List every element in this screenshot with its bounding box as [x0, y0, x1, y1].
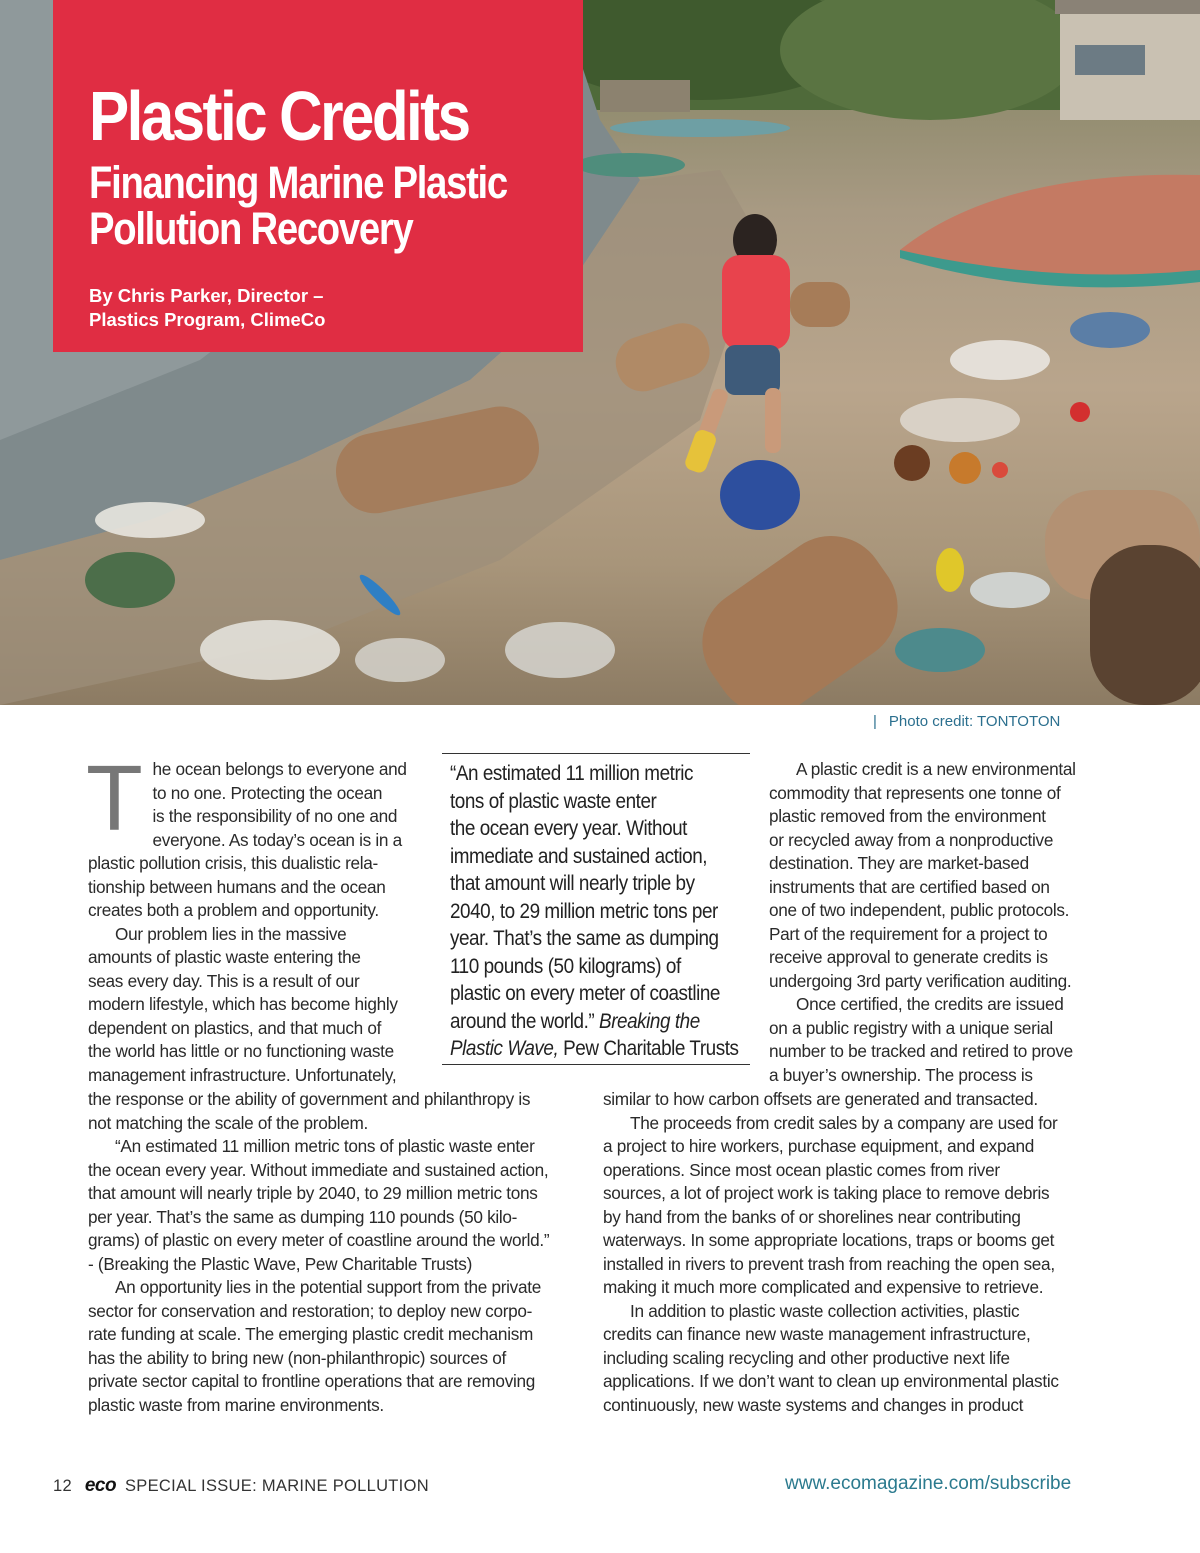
text-line: - (Breaking the Plastic Wave, Pew Charitable Trusts) — [88, 1253, 472, 1274]
text-line: An opportunity lies in the potential support from the private — [115, 1277, 541, 1297]
text-line: grams) of plastic on every meter of coastline around the world.” — [88, 1230, 550, 1250]
text-line: plastic waste from marine environments. — [88, 1394, 384, 1415]
text-line: per year. That’s the same as dumping 110 pounds (50 kilo- — [88, 1206, 518, 1227]
column-1-upper — [86, 746, 428, 1087]
text-line: or recycled away from a nonproductive — [769, 829, 1054, 850]
drop-cap: T — [86, 746, 143, 850]
pull-quote — [442, 753, 750, 1065]
text-line: that amount will nearly triple by 2040, to 29 million metric tons — [88, 1183, 538, 1203]
column-3-upper — [769, 758, 1109, 1087]
text-line: Part of the requirement for a project to — [769, 923, 1048, 944]
issue-label: SPECIAL ISSUE: MARINE POLLUTION — [124, 1477, 429, 1495]
text-line: plastic pollution crisis, this dualistic rela- — [88, 853, 378, 873]
text-line: applications. If we don’t want to clean up environmental plastic — [603, 1371, 1059, 1391]
text-line: rate funding at scale. The emerging plastic credit mechanism — [88, 1324, 534, 1344]
text-line: In addition to plastic waste collection activities, plastic — [630, 1300, 1020, 1321]
text-line: a project to hire workers, purchase equipment, and expand — [603, 1136, 1034, 1156]
paragraph-intro — [86, 746, 428, 923]
text-line: “An estimated 11 million metric tons of plastic waste enter — [115, 1136, 535, 1156]
paragraph-opportunity — [88, 1276, 588, 1417]
quote-source-title: Breaking the — [599, 1009, 700, 1033]
text-line: installed in rivers to prevent trash from reaching the open sea, — [603, 1253, 1055, 1274]
text-line: sector for conservation and restoration; to deploy new corpo- — [88, 1300, 533, 1321]
paragraph-definition — [769, 758, 1109, 993]
paragraph-certified — [769, 993, 1109, 1087]
text-line: plastic removed from the environment — [769, 806, 1046, 826]
quote-source: Pew Charitable Trusts — [563, 1037, 739, 1060]
quote-line: the ocean every year. Without — [450, 817, 687, 840]
eco-logo: eco — [84, 1475, 117, 1496]
quote-source-title: Plastic Wave, — [450, 1037, 559, 1060]
text-line: instruments that are certified based on — [769, 876, 1050, 897]
text-line: the ocean every year. Without immediate and sustained action, — [88, 1159, 549, 1180]
pull-quote-text — [450, 760, 752, 1063]
credit-separator: | — [873, 713, 877, 730]
text-line: everyone. As today’s ocean is in a — [152, 829, 402, 850]
paragraph-proceeds — [603, 1112, 1103, 1300]
text-line: amounts of plastic waste entering the — [88, 947, 361, 967]
text-line: Once certified, the credits are issued — [796, 994, 1064, 1014]
text-line: on a public registry with a unique serial — [769, 1017, 1053, 1038]
paragraph-problem — [88, 923, 428, 1088]
quote-line: around the world.” — [450, 1009, 595, 1033]
text-line: has the ability to bring new (non-philanthropic) sources of — [88, 1347, 506, 1368]
text-line: one of two independent, public protocols. — [769, 900, 1070, 920]
quote-line: plastic on every meter of coastline — [450, 982, 720, 1005]
page-footer — [53, 1475, 429, 1497]
byline — [89, 284, 583, 332]
byline-line: Plastics Program, ClimeCo — [89, 309, 326, 330]
quote-line: 110 pounds (50 kilograms) of — [450, 954, 681, 978]
column-2-lower — [603, 1088, 1103, 1417]
text-line: number to be tracked and retired to prove — [769, 1041, 1073, 1061]
hero-photo — [0, 0, 1200, 705]
quote-line: year. That’s the same as dumping — [450, 927, 719, 950]
text-line: commodity that represents one tonne of — [769, 782, 1061, 803]
quote-line: 2040, to 29 million metric tons per — [450, 899, 718, 923]
paragraph-infrastructure — [603, 1300, 1103, 1418]
byline-line: By Chris Parker, Director – — [89, 285, 324, 306]
title-box — [53, 0, 583, 352]
photo-credit — [873, 713, 1060, 730]
text-line: tionship between humans and the ocean — [88, 876, 386, 897]
text-line: sources, a lot of project work is taking place to remove debris — [603, 1183, 1050, 1203]
paragraph-certified-cont — [603, 1088, 1103, 1112]
text-line: dependent on plastics, and that much of — [88, 1017, 382, 1038]
text-line: A plastic credit is a new environmental — [796, 759, 1076, 779]
quote-line: “An estimated 11 million metric — [450, 762, 694, 785]
text-line: receive approval to generate credits is — [769, 947, 1048, 967]
article-title: Plastic Credits — [89, 77, 469, 155]
text-line: by hand from the banks of or shorelines near contributing — [603, 1206, 1021, 1227]
text-line: is the responsibility of no one and — [152, 806, 398, 826]
quote-line: that amount will nearly triple by — [450, 872, 695, 895]
text-line: not matching the scale of the problem. — [88, 1112, 368, 1133]
text-line: the world has little or no functioning waste — [88, 1041, 394, 1061]
text-line: similar to how carbon offsets are generated and transacted. — [603, 1089, 1038, 1109]
text-line: making it much more complicated and expensive to retrieve. — [603, 1277, 1044, 1297]
text-line: The proceeds from credit sales by a company are used for — [630, 1112, 1058, 1133]
text-line: a buyer’s ownership. The process is — [769, 1064, 1033, 1085]
text-line: private sector capital to frontline operations that are removing — [88, 1371, 536, 1391]
subtitle-line: Pollution Recovery — [89, 203, 413, 254]
text-line: waterways. In some appropriate locations, traps or booms get — [603, 1230, 1055, 1250]
subtitle-line: Financing Marine Plastic — [89, 157, 507, 208]
quote-line: immediate and sustained action, — [450, 844, 708, 868]
text-line: creates both a problem and opportunity. — [88, 900, 379, 920]
text-line: management infrastructure. Unfortunately, — [88, 1064, 397, 1085]
text-line: to no one. Protecting the ocean — [152, 782, 383, 803]
text-line: credits can finance new waste management infrastructure, — [603, 1324, 1031, 1344]
text-line: operations. Since most ocean plastic comes from river — [603, 1159, 1000, 1180]
text-line: continuously, new waste systems and changes in product — [603, 1394, 1024, 1415]
credit-text: Photo credit: TONTOTON — [888, 713, 1061, 730]
text-line: modern lifestyle, which has become highly — [88, 994, 398, 1014]
text-line: the response or the ability of government and philanthropy is — [88, 1089, 531, 1109]
article-subtitle — [89, 157, 509, 254]
paragraph-problem-cont — [88, 1088, 588, 1135]
text-line: including scaling recycling and other productive next life — [603, 1347, 1010, 1368]
column-1-lower — [88, 1088, 588, 1417]
text-line: he ocean belongs to everyone and — [152, 759, 407, 779]
text-line: seas every day. This is a result of our — [88, 970, 360, 991]
text-line: undergoing 3rd party verification auditing. — [769, 970, 1072, 991]
text-line: Our problem lies in the massive — [115, 923, 347, 944]
paragraph-quote — [88, 1135, 588, 1276]
quote-line: tons of plastic waste enter — [450, 789, 657, 813]
subscribe-link[interactable]: www.ecomagazine.com/subscribe — [785, 1473, 1072, 1494]
page-number: 12 — [53, 1477, 72, 1495]
text-line: destination. They are market-based — [769, 853, 1029, 873]
